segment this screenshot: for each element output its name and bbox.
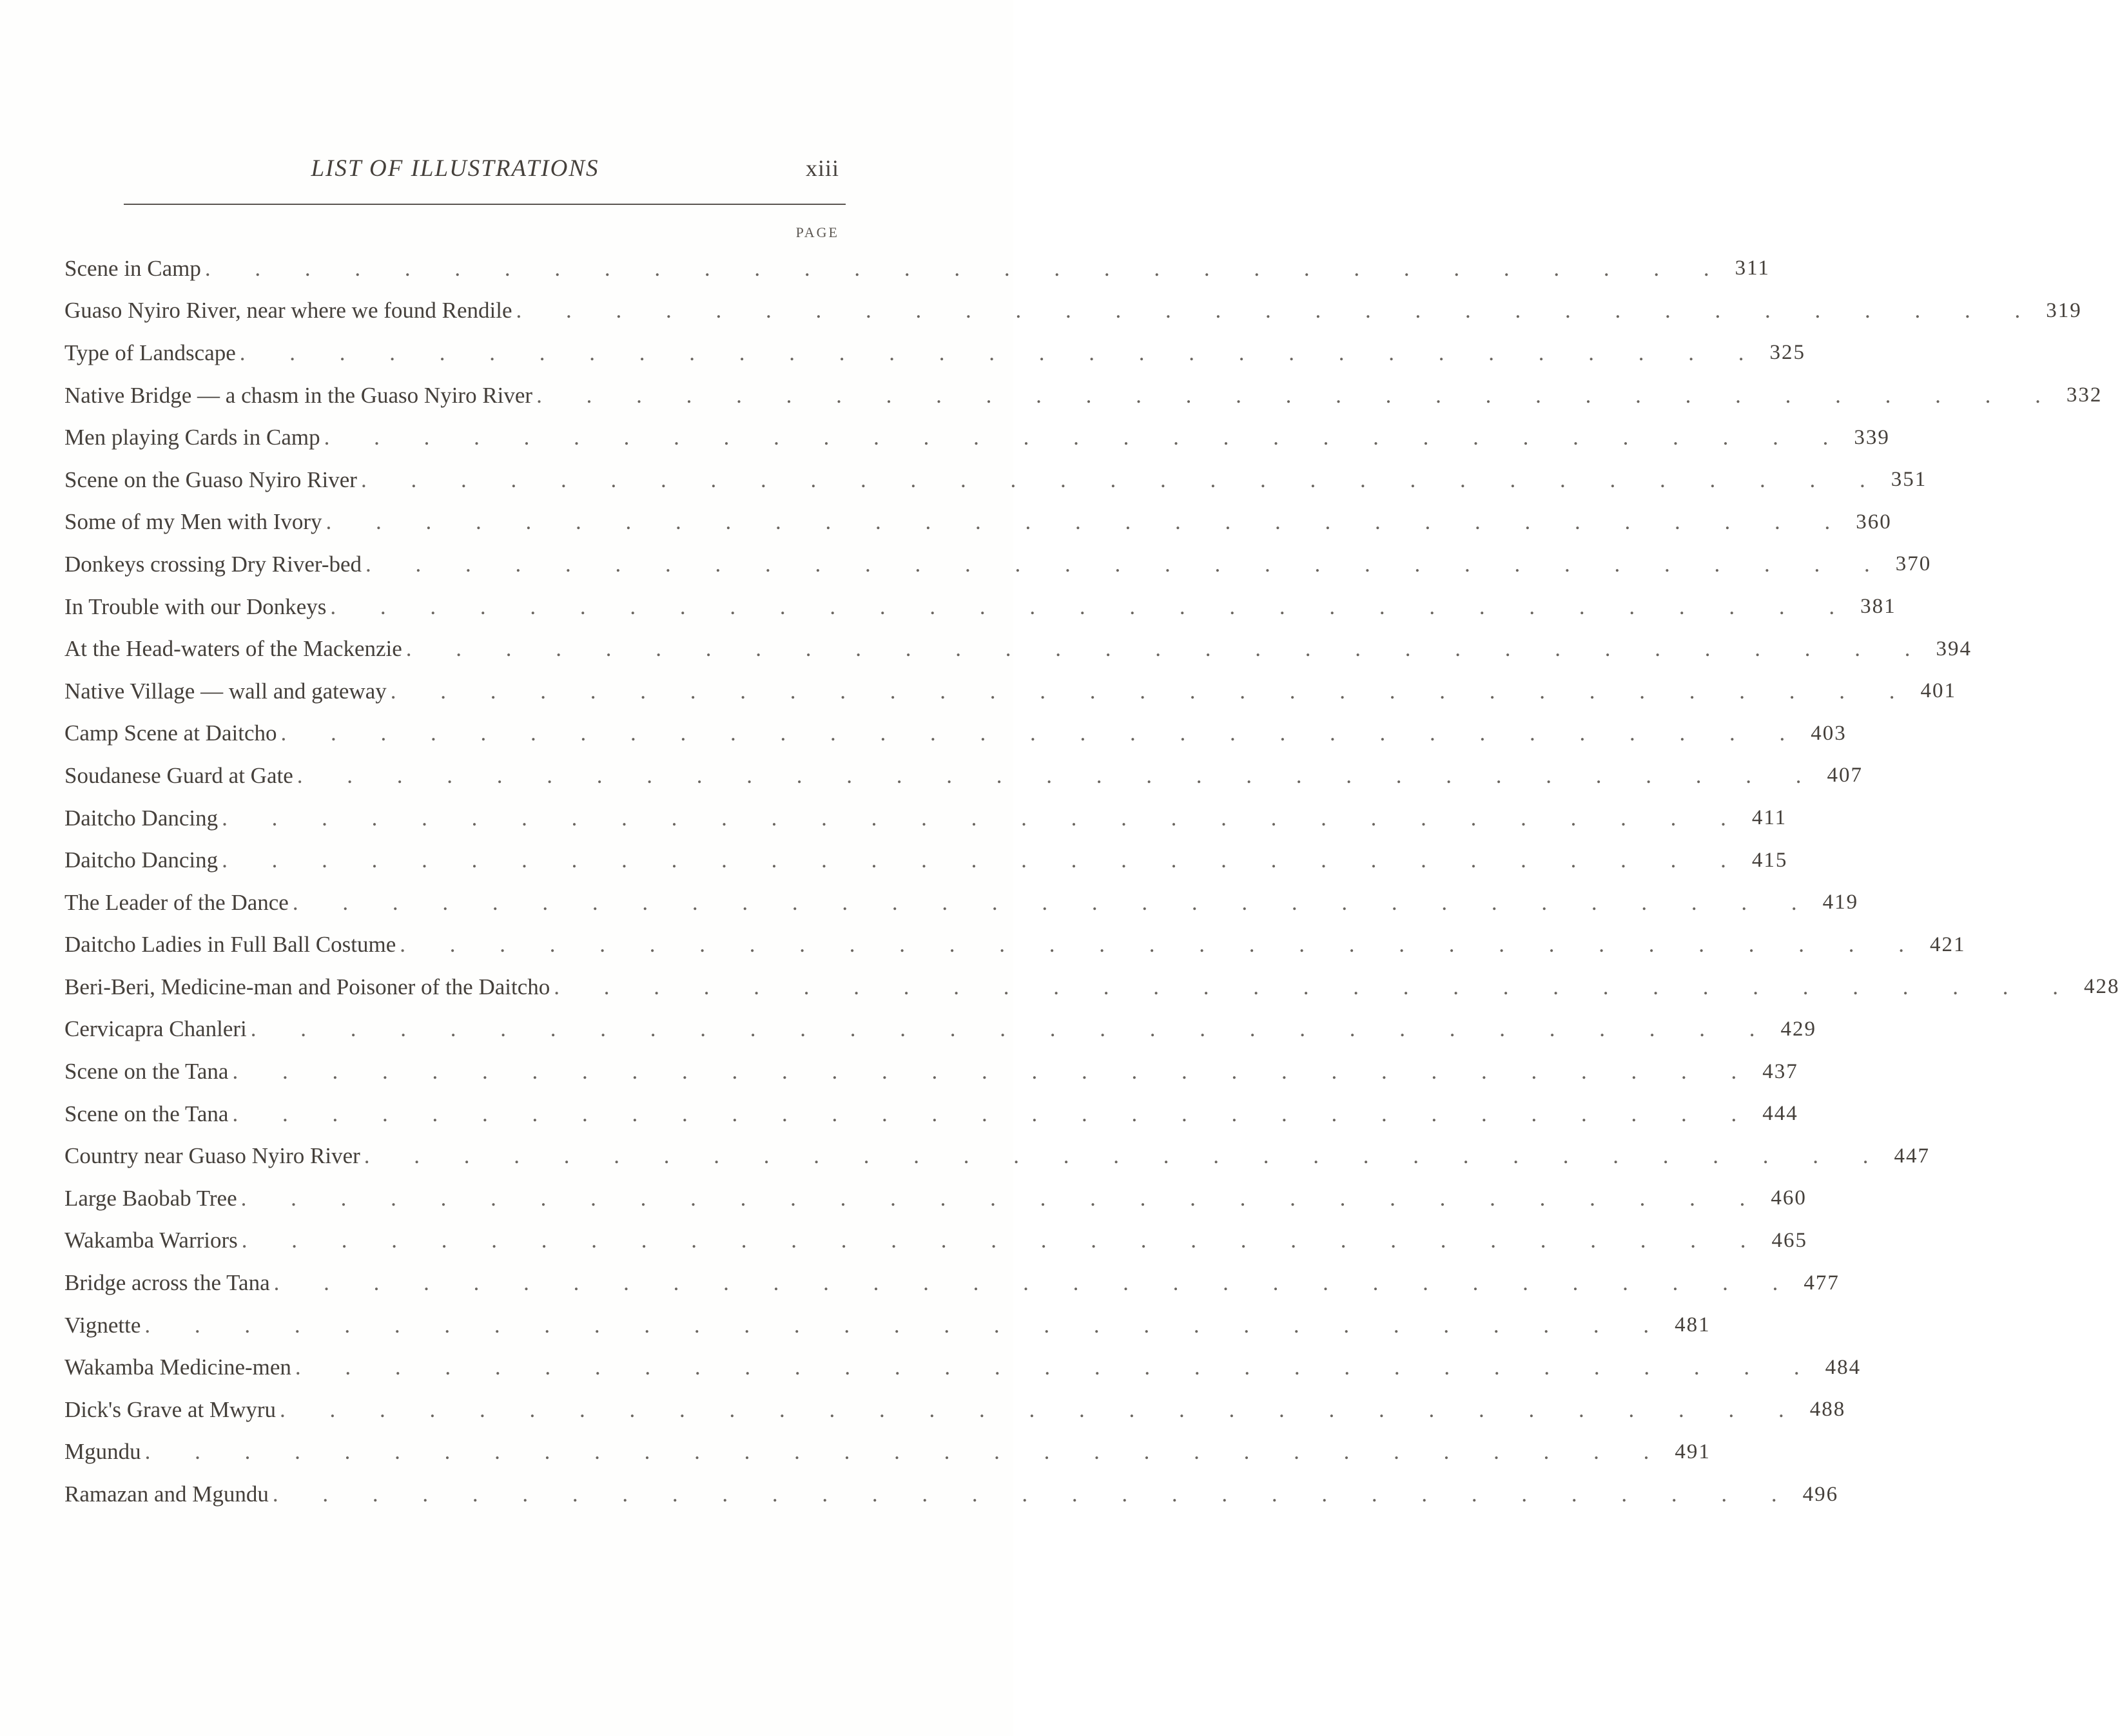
entry-title: Soudanese Guard at Gate (64, 762, 293, 788)
entry-page-number: 332 (2066, 383, 2103, 407)
entry-page-number: 401 (1920, 679, 1956, 703)
list-item (64, 501, 1892, 544)
entry-title: Ramazan and Mgundu (64, 1481, 269, 1507)
entry-page-number: 428 (2084, 975, 2120, 999)
dot-leader: . . . . . . . . . . . . . . . . . . . . . . . . . . . . . . . (250, 1016, 1775, 1042)
dot-leader: . . . . . . . . . . . . . . . . . . . . . . . . . . . . . . . (280, 1396, 1804, 1422)
entry-title: Daitcho Dancing (64, 847, 219, 873)
entry-title: At the Head-waters of the Mackenzie (64, 636, 402, 662)
entry-title: Beri-Beri, Medicine-man and Poisoner of the Daitcho (64, 974, 550, 999)
dot-leader: . . . . . . . . . . . . . . . . . . . . . . . . . . . . . . . (222, 805, 1746, 831)
page-folio: xiii (805, 155, 839, 181)
dot-leader: . . . . . . . . . . . . . . . . . . . . . . . . . . . . . . . (364, 1143, 1888, 1169)
dot-leader: . . . . . . . . . . . . . . . . . . . . . . . . . . . . . . . (239, 340, 1764, 365)
dot-leader: . . . . . . . . . . . . . . . . . . . . . . . . . . . . . . . (232, 1101, 1756, 1126)
entry-title: Native Bridge — a chasm in the Guaso Nyiro River (64, 382, 533, 408)
list-item (64, 290, 2082, 333)
dot-leader: . . . . . . . . . . . . . . . . . . . . . . . . . . . . . . . (326, 509, 1850, 535)
list-item (64, 924, 1966, 967)
list-item (64, 1008, 1817, 1051)
entry-page-number: 411 (1751, 806, 1787, 830)
dot-leader: . . . . . . . . . . . . . . . . . . . . . . . . . . . . . . . (516, 298, 2040, 323)
list-item (64, 1473, 1839, 1516)
list-item (64, 1135, 1930, 1177)
entry-title: Guaso Nyiro River, near where we found Rendile (64, 298, 512, 323)
list-item (64, 1262, 1840, 1304)
entry-page-number: 415 (1751, 848, 1788, 872)
illustrations-list (64, 247, 2120, 1516)
list-item (64, 1304, 1711, 1347)
entry-title: Daitcho Ladies in Full Ball Costume (64, 932, 396, 958)
list-item (64, 628, 1972, 670)
entry-title: The Leader of the Dance (64, 889, 289, 915)
list-item (64, 332, 1806, 374)
dot-leader: . . . . . . . . . . . . . . . . . . . . . . . . . . . . . . . (360, 467, 1885, 492)
entry-page-number: 444 (1762, 1102, 1798, 1126)
entry-title: Men playing Cards in Camp (64, 425, 320, 450)
entry-page-number: 488 (1809, 1398, 1846, 1422)
entry-page-number: 403 (1811, 721, 1847, 745)
dot-leader: . . . . . . . . . . . . . . . . . . . . . . . . . . . . . . . (365, 551, 1889, 577)
list-item (64, 1431, 1711, 1474)
entry-page-number: 339 (1854, 425, 1890, 449)
entry-title: Type of Landscape (64, 340, 236, 365)
list-item (64, 1346, 1862, 1389)
entry-title: Some of my Men with Ivory (64, 509, 322, 535)
entry-page-number: 447 (1894, 1144, 1930, 1168)
page-column-label: PAGE (795, 224, 839, 240)
dot-leader: . . . . . . . . . . . . . . . . . . . . . . . . . . . . . . . (273, 1270, 1798, 1296)
entry-page-number: 325 (1769, 341, 1806, 365)
list-item (64, 882, 1859, 924)
dot-leader: . . . . . . . . . . . . . . . . . . . . . . . . . . . . . . . (400, 932, 1924, 958)
list-item (64, 1220, 1808, 1262)
entry-title: Donkeys crossing Dry River-bed (64, 551, 362, 577)
entry-page-number: 460 (1771, 1186, 1807, 1210)
entry-page-number: 481 (1675, 1313, 1711, 1337)
entry-page-number: 311 (1735, 256, 1770, 280)
entry-page-number: 419 (1822, 891, 1859, 914)
dot-leader: . . . . . . . . . . . . . . . . . . . . . . . . . . . . . . . (554, 974, 2078, 999)
dot-leader: . . . . . . . . . . . . . . . . . . . . . . . . . . . . . . . (297, 762, 1821, 788)
list-item (64, 797, 1787, 840)
entry-page-number: 360 (1856, 510, 1892, 534)
entry-title: Native Village — wall and gateway (64, 678, 387, 704)
dot-leader: . . . . . . . . . . . . . . . . . . . . . . . . . . . . . . . (292, 889, 1816, 915)
dot-leader: . . . . . . . . . . . . . . . . . . . . . . . . . . . . . . . (241, 1228, 1765, 1253)
entry-page-number: 465 (1771, 1228, 1808, 1252)
list-item (64, 1093, 1798, 1135)
entry-title: Camp Scene at Daitcho (64, 720, 277, 746)
list-item (64, 713, 1847, 755)
dot-leader: . . . . . . . . . . . . . . . . . . . . . . . . . . . . . . . (295, 1355, 1819, 1380)
entry-page-number: 477 (1804, 1271, 1840, 1295)
entry-title: Wakamba Medicine-men (64, 1355, 291, 1380)
entry-title: Dick's Grave at Mwyru (64, 1396, 277, 1422)
entry-page-number: 429 (1780, 1017, 1817, 1041)
entry-page-number: 351 (1891, 468, 1927, 492)
dot-leader: . . . . . . . . . . . . . . . . . . . . . . . . . . . . . . . (204, 255, 1729, 281)
dot-leader: . . . . . . . . . . . . . . . . . . . . . . . . . . . . . . . (536, 382, 2060, 408)
entry-title: Scene on the Guaso Nyiro River (64, 467, 357, 492)
dot-leader: . . . . . . . . . . . . . . . . . . . . . . . . . . . . . . . (280, 720, 1805, 746)
entry-title: Scene in Camp (64, 255, 201, 281)
entry-page-number: 491 (1675, 1440, 1711, 1463)
dot-leader: . . . . . . . . . . . . . . . . . . . . . . . . . . . . . . . (222, 847, 1746, 873)
list-item (64, 586, 1896, 628)
entry-page-number: 394 (1936, 637, 1972, 661)
dot-leader: . . . . . . . . . . . . . . . . . . . . . . . . . . . . . . . (144, 1439, 1669, 1465)
entry-page-number: 484 (1825, 1355, 1862, 1379)
entry-page-number: 496 (1802, 1482, 1839, 1506)
list-item (64, 670, 1956, 713)
dot-leader: . . . . . . . . . . . . . . . . . . . . . . . . . . . . . . . (330, 593, 1854, 619)
entry-title: Wakamba Warriors (64, 1228, 238, 1253)
entry-title: Bridge across the Tana (64, 1270, 270, 1296)
entry-page-number: 407 (1827, 764, 1863, 787)
dot-leader: . . . . . . . . . . . . . . . . . . . . . . . . . . . . . . . (405, 636, 1930, 662)
list-item (64, 755, 1863, 797)
entry-title: Cervicapra Chanleri (64, 1016, 247, 1042)
list-item (64, 1177, 1807, 1220)
running-title: LIST OF ILLUSTRATIONS (311, 155, 599, 182)
list-item (64, 1050, 1798, 1093)
entry-page-number: 437 (1762, 1059, 1798, 1083)
dot-leader: . . . . . . . . . . . . . . . . . . . . . . . . . . . . . . . (144, 1312, 1669, 1338)
entry-page-number: 319 (2046, 298, 2082, 322)
list-item (64, 416, 1890, 459)
entry-title: Vignette (64, 1312, 141, 1338)
entry-title: In Trouble with our Donkeys (64, 593, 327, 619)
entry-title: Large Baobab Tree (64, 1185, 237, 1211)
list-item (64, 374, 2103, 417)
list-item (64, 966, 2120, 1008)
dot-leader: . . . . . . . . . . . . . . . . . . . . . . . . . . . . . . . (324, 425, 1848, 450)
list-item (64, 543, 1932, 586)
entry-title: Daitcho Dancing (64, 805, 219, 831)
list-item (64, 247, 1770, 290)
running-head (0, 155, 1013, 187)
entry-title: Country near Guaso Nyiro River (64, 1143, 360, 1169)
entry-page-number: 421 (1930, 932, 1966, 956)
dot-leader: . . . . . . . . . . . . . . . . . . . . . . . . . . . . . . . (390, 678, 1914, 704)
list-item (64, 839, 1788, 882)
entry-page-number: 381 (1860, 595, 1896, 619)
entry-title: Scene on the Tana (64, 1059, 229, 1085)
dot-leader: . . . . . . . . . . . . . . . . . . . . . . . . . . . . . . . (232, 1059, 1756, 1085)
list-item (64, 1389, 1846, 1431)
header-rule (124, 204, 846, 205)
entry-title: Scene on the Tana (64, 1101, 229, 1126)
list-item (64, 459, 1927, 501)
dot-leader: . . . . . . . . . . . . . . . . . . . . . . . . . . . . . . . (272, 1481, 1796, 1507)
entry-page-number: 370 (1895, 552, 1932, 576)
entry-title: Mgundu (64, 1439, 141, 1465)
dot-leader: . . . . . . . . . . . . . . . . . . . . . . . . . . . . . . . (240, 1185, 1765, 1211)
